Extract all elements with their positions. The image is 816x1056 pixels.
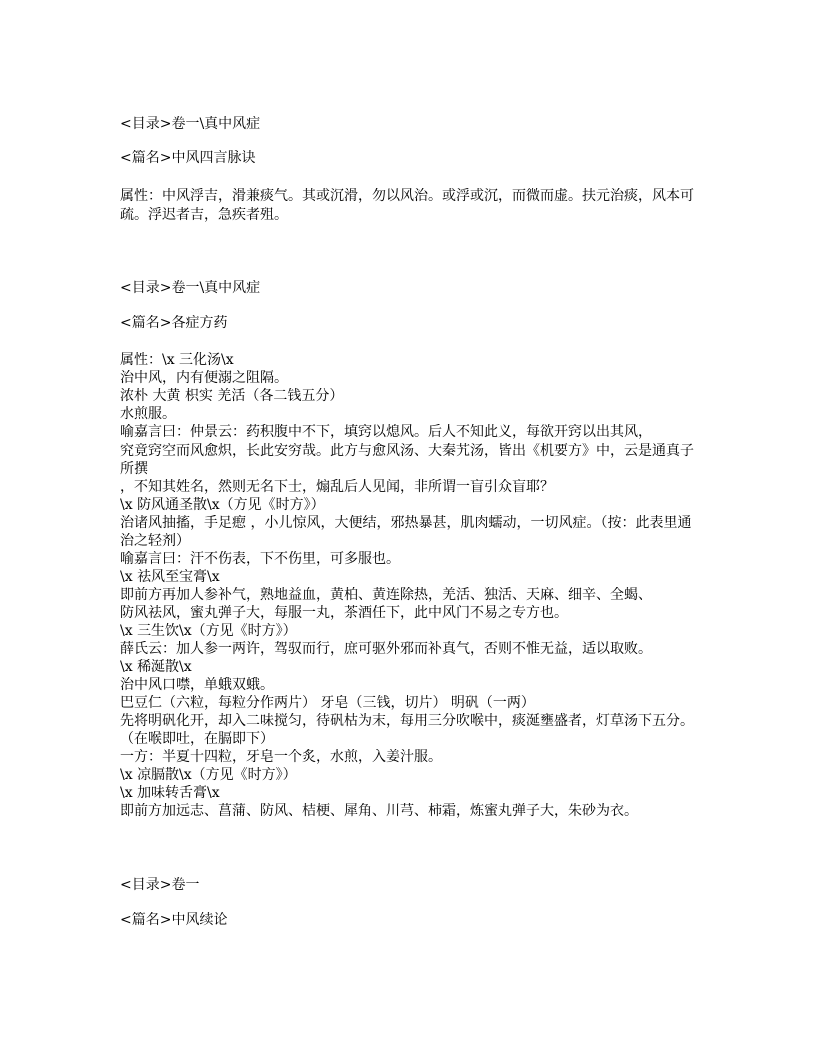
body-line: \x 防风通圣散\x（方见《时方》） [120,497,325,513]
body-line: \x 稀涎散\x [120,659,192,675]
body-line: \x 三生饮\x（方见《时方》） [120,623,297,639]
body-line: 治中风口噤，单蛾双蛾。 [120,677,274,693]
body-line: \x 祛风至宝膏\x [120,569,220,585]
body-line: ，不知其姓名，然则无名下士，煽乱后人见闻，非所谓一盲引众盲耶？ [120,479,554,495]
body-line: \x 加味转舌膏\x [120,785,220,801]
body-line: 防风祛风，蜜丸弹子大，每服一丸，茶酒任下，此中风门不易之专方也。 [120,605,568,621]
body-line: （在喉即吐，在膈即下） [120,731,274,747]
body-line: 水煎服。 [120,406,176,422]
chapter-title: <篇名>中风续论 [120,912,228,928]
body-line: 治诸风抽搐，手足瘛 ，小儿惊风，大便结，邪热暴甚，肌肉蠕动，一切风症。（按：此表里通 [120,515,692,531]
body-line: 属性：\x 三化汤\x [120,352,234,368]
body-line: 即前方加远志、菖蒲、防风、桔梗、犀角、川芎、柿霜，炼蜜丸弹子大，朱砂为衣。 [120,803,638,819]
body-line: 喻嘉言曰：仲景云：药积腹中不下，填窍以熄风。后人不知此义，每欲开窍以出其风， [120,424,652,440]
body-line: 治中风，内有便溺之阻隔。 [120,370,288,386]
chapter-title: <篇名>各症方药 [120,315,228,331]
catalog-heading: <目录>卷一\真中风症 [120,280,261,296]
chapter-title: <篇名>中风四言脉诀 [120,150,256,166]
body-line: 巴豆仁（六粒，每粒分作两片） 牙皂（三钱，切片） 明矾（一两） [120,695,535,711]
body-line: 喻嘉言曰：汗不伤表，下不伤里，可多服也。 [120,551,400,567]
body-line: 即前方再加人参补气，熟地益血，黄柏、黄连除热，羌活、独活、天麻、细辛、全蝎、 [120,587,652,603]
body-line: \x 凉膈散\x（方见《时方》） [120,767,297,783]
body-line: 治之轻剂） [120,533,190,549]
body-line: 一方：半夏十四粒，牙皂一个炙，水煎，入姜汁服。 [120,749,442,765]
body-line: 疏。浮迟者吉，急疾者殂。 [120,207,288,223]
catalog-heading: <目录>卷一\真中风症 [120,116,261,132]
body-line: 先将明矾化开，却入二味搅匀，待矾枯为末，每用三分吹喉中，痰涎壅盛者，灯草汤下五分。 [120,713,694,729]
body-line: 属性：中风浮吉，滑兼痰气。其或沉滑，勿以风治。或浮或沉，而微而虚。扶元治痰，风本可 [120,188,694,204]
body-line: 浓朴 大黄 枳实 羌活（各二钱五分） [120,388,344,404]
body-line: 所撰 [120,461,148,477]
catalog-heading: <目录>卷一 [120,877,200,893]
body-line: 究竟窍空而风愈炽，长此安穷哉。此方与愈风汤、大秦艽汤，皆出《机要方》中，云是通真子 [120,443,694,459]
body-line: 薛氏云：加人参一两许，驾驭而行，庶可驱外邪而补真气，否则不惟无益，适以取败。 [120,641,652,657]
